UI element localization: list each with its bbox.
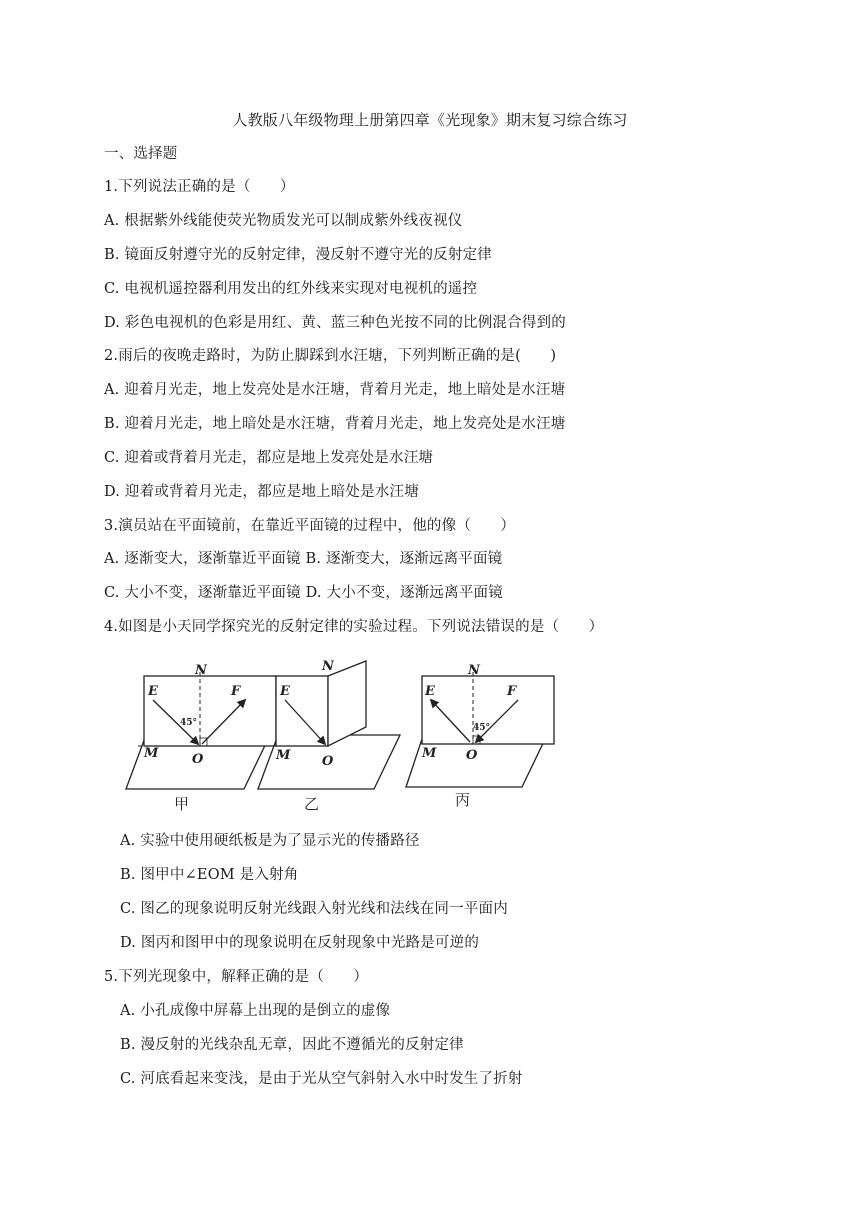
q4-option-b: B. 图甲中∠EOM 是入射角 (120, 867, 299, 883)
angle-label-jia: 45° (180, 718, 198, 728)
q4-option-a: A. 实验中使用硬纸板是为了显示光的传播路径 (120, 833, 420, 849)
q4-option-d: D. 图丙和图甲中的现象说明在反射现象中光路是可逆的 (120, 935, 480, 951)
q2-option-c: C. 迎着或背着月光走，都应是地上发亮处是水汪塘 (104, 450, 434, 466)
q1-option-d: D. 彩色电视机的色彩是用红、黄、蓝三种色光按不同的比例混合得到的 (104, 315, 566, 331)
label-e-bing: E (425, 684, 435, 699)
label-m-yi: M (276, 748, 291, 763)
label-f-jia: F (231, 684, 241, 699)
figure-panel-bing (406, 663, 554, 809)
q1-option-a: A. 根据紫外线能使荧光物质发光可以制成紫外线夜视仪 (104, 213, 463, 229)
q2-option-b: B. 迎着月光走，地上暗处是水汪塘，背着月光走，地上发亮处是水汪塘 (104, 416, 566, 432)
label-m-bing: M (422, 746, 437, 761)
angle-label-bing: 45° (473, 723, 491, 733)
label-o-yi: O (322, 754, 334, 769)
label-o-bing: O (466, 748, 478, 763)
q3-options-cd: C. 大小不变，逐渐靠近平面镜 D. 大小不变，逐渐远离平面镜 (104, 585, 503, 601)
label-n-jia: N (195, 663, 207, 678)
q4-figure (118, 655, 558, 815)
document-title: 人教版八年级物理上册第四章《光现象》期末复习综合练习 (232, 111, 628, 129)
q2-option-d: D. 迎着或背着月光走，都应是地上暗处是水汪塘 (104, 484, 419, 500)
q5-option-b: B. 漫反射的光线杂乱无章，因此不遵循光的反射定律 (120, 1037, 464, 1053)
q3-options-ab: A. 逐渐变大，逐渐靠近平面镜 B. 逐渐变大，逐渐远离平面镜 (104, 551, 503, 567)
figure-panel-yi (258, 659, 400, 813)
label-n-yi: N (322, 659, 334, 674)
q4-option-c: C. 图乙的现象说明反射光线跟入射光线和法线在同一平面内 (120, 901, 508, 917)
panel-caption-jia: 甲 (174, 795, 190, 813)
figure-panel-jia (126, 663, 276, 813)
label-f-bing: F (507, 684, 517, 699)
q4-stem: 4.如图是小天同学探究光的反射定律的实验过程。下列说法错误的是（ ） (104, 619, 604, 635)
q3-stem: 3.演员站在平面镜前，在靠近平面镜的过程中，他的像（ ） (104, 518, 516, 534)
label-e-jia: E (148, 684, 158, 699)
label-e-yi: E (280, 684, 290, 699)
q1-stem: 1.下列说法正确的是（ ） (104, 179, 295, 195)
q2-stem: 2.雨后的夜晚走路时，为防止脚踩到水汪塘，下列判断正确的是( ) (104, 348, 557, 364)
q2-option-a: A. 迎着月光走，地上发亮处是水汪塘，背着月光走，地上暗处是水汪塘 (104, 382, 566, 398)
panel-caption-yi: 乙 (304, 795, 320, 813)
q5-option-c: C. 河底看起来变浅，是由于光从空气斜射入水中时发生了折射 (120, 1071, 523, 1087)
section-heading: 一、选择题 (104, 146, 178, 162)
cardboard-bing (422, 676, 554, 744)
label-o-jia: O (192, 752, 204, 767)
q5-stem: 5.下列光现象中，解释正确的是（ ） (104, 969, 369, 985)
label-m-jia: M (144, 746, 159, 761)
label-n-bing: N (468, 663, 480, 678)
q1-option-b: B. 镜面反射遵守光的反射定律，漫反射不遵守光的反射定律 (104, 247, 492, 263)
q5-option-a: A. 小孔成像中屏幕上出现的是倒立的虚像 (120, 1003, 391, 1019)
panel-caption-bing: 丙 (455, 791, 471, 809)
q1-option-c: C. 电视机遥控器利用发出的红外线来实现对电视机的遥控 (104, 281, 478, 297)
